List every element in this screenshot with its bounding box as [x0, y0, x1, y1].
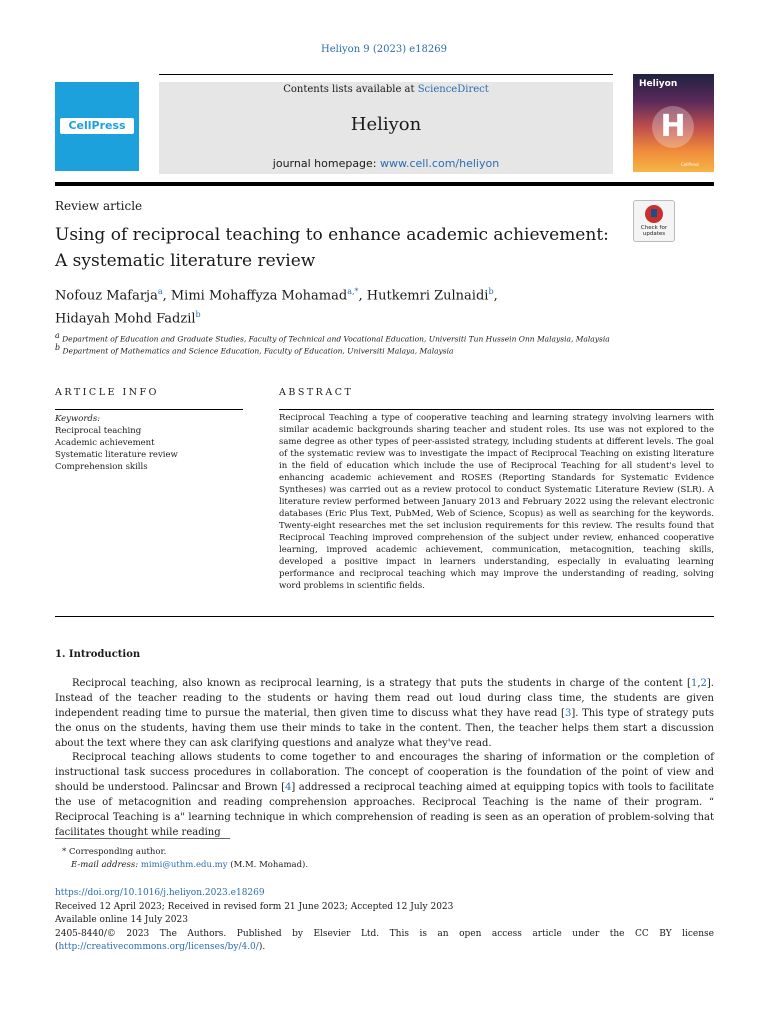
article-info-heading: ARTICLE INFO — [55, 387, 159, 398]
contents-line — [159, 84, 613, 95]
available-online: Available online 14 July 2023 — [55, 915, 188, 925]
affil-marker: a — [55, 331, 60, 340]
author-affil-link[interactable]: a,* — [347, 287, 359, 296]
author-name: Mimi Mohaffyza Mohamad — [170, 288, 348, 304]
journal-name: Heliyon — [350, 114, 422, 135]
homepage-link[interactable]: www.cell.com/heliyon — [380, 157, 500, 170]
cellpress-logo-text: CellPress — [60, 118, 134, 134]
keywords-block — [55, 413, 178, 473]
citation-link[interactable]: 2 — [700, 678, 707, 689]
cover-title: Heliyon — [639, 79, 678, 89]
author-affil-link[interactable]: b — [488, 287, 494, 296]
section-heading-introduction: 1. Introduction — [55, 649, 141, 660]
intro-paragraph-2 — [55, 750, 714, 840]
affiliation — [55, 331, 610, 344]
citation-link[interactable]: 3 — [564, 708, 572, 719]
license-line: 2405-8440/© 2023 The Authors. Published by Elsevier Ltd. This is an open access article under the CC BY license — [55, 929, 714, 939]
text-run: Reciprocal teaching, also known as reciprocal learning, is a strategy that puts the students in charge of the content [ — [72, 678, 691, 689]
check-for-updates-button[interactable] — [633, 200, 675, 242]
affil-marker: b — [55, 343, 61, 352]
email-suffix: (M.M. Mohamad). — [230, 860, 309, 870]
text-run: ] addressed a reciprocal teaching aimed at equipping topics with tools to facilitate the use of metacognition and reading comprehension approaches. Reciprocal Teaching is the name of their program. “ Reciprocal Teaching is a" learning technique in which comprehension of reading is seen as an operation of problem-solving that facilitates thought while reading — [55, 782, 715, 838]
author-name: Hutkemri Zulnaidi — [366, 288, 489, 304]
author-name: Hidayah Mohd Fadzil — [55, 311, 196, 327]
affil-text: Department of Education and Graduate Studies, Faculty of Technical and Vocational Education, Universiti Tun Hussein Onn Malaysia, Malaysia — [62, 334, 610, 344]
author-list: Nofouz Mafarja$^a$, Mimi Mohaffyza Mohamad$^{a,*}$, Hutkemri Zulnaidi$^b$, Hidayah Mohd Fadzil$^b$ — [55, 287, 498, 327]
keyword-item: Systematic literature review — [55, 450, 178, 460]
banner-top-rule — [159, 74, 613, 75]
received-dates: Received 12 April 2023; Received in revised form 21 June 2023; Accepted 12 July 2023 — [55, 902, 454, 912]
journal-banner — [159, 82, 613, 174]
sciencedirect-link[interactable]: ScienceDirect — [417, 84, 489, 95]
footnote-star: * — [62, 847, 67, 857]
paren-open: ( — [55, 942, 59, 952]
footnote-rule — [55, 838, 230, 839]
journal-cover-image[interactable] — [633, 74, 714, 172]
homepage-line — [159, 157, 613, 170]
citation-link[interactable]: 4 — [285, 782, 292, 793]
citation-link[interactable]: 1 — [690, 678, 698, 689]
affil-text: Department of Mathematics and Science Education, Faculty of Education, Universiti Malaya, Malaysia — [62, 346, 454, 356]
article-type: Review article — [55, 199, 143, 213]
corresponding-author-note — [62, 846, 166, 859]
paren-close: ). — [258, 942, 266, 952]
abstract-text: Reciprocal Teaching a type of cooperative teaching and learning strategy involving learners with similar academic backgrounds sharing teacher and student roles. Its use was not explored to the same degree as other types of peer-assisted strategy, including students at different levels. The goal of the systematic review was to investigate the impact of Reciprocal Teaching on existing literature in the field of education which include the use of Reciprocal Teaching for all student's level to enhancing academic achievement and ROSES (Reporting Standards for Systematic Evidence Syntheses) was carried out as a review protocol to conduct Systematic Literature Review (SLR). A literature review performed between January 2013 and February 2022 using the relevant electronic databases (Eric Plus Text, PubMed, Web of Science, Scopus) as well as searching for the keywords. Twenty-eight researches met the set inclusion requirements for this review. The results found that Reciprocal Teaching improved comprehension of the subject under review, enhanced cooperative learning, improved academic achievement, communication, metacognition, teaching skills, developed a positive impact in learners understanding, especially in evaluating learning performance and reciprocal teaching which may improve the understanding of reading, solving word problems in scientific fields. — [279, 413, 714, 591]
email-label: E-mail address: — [71, 860, 139, 870]
check-updates-label: Check for updates — [640, 225, 668, 237]
contents-prefix: Contents lists available at — [283, 84, 418, 95]
intro-paragraph-1 — [55, 676, 714, 751]
cover-h-emblem: H — [652, 106, 694, 148]
abstract-heading: ABSTRACT — [279, 387, 354, 398]
homepage-prefix: journal homepage: — [272, 157, 381, 170]
text-run: , — [697, 678, 701, 689]
license-url-line — [55, 941, 265, 954]
corresponding-label: Corresponding author. — [68, 847, 167, 857]
doi-link[interactable]: https://doi.org/10.1016/j.heliyon.2023.e18269 — [55, 888, 265, 898]
email-note — [71, 859, 308, 872]
bookmark-icon — [645, 205, 663, 223]
abstract-rule — [279, 409, 714, 410]
abstract-end-rule — [55, 616, 714, 617]
text-run: ]. Instead of the teacher reading to the students or having them read out loud during class time, the students are given independent reading time to pursue the material, then given time to discuss what they have read [ — [55, 678, 714, 719]
author-name: Nofouz Mafarja — [55, 288, 158, 304]
info-rule — [55, 409, 243, 410]
running-header[interactable]: Heliyon 9 (2023) e18269 — [320, 44, 448, 55]
author-affil-link[interactable]: a — [157, 287, 163, 296]
cellpress-logo[interactable] — [55, 82, 139, 171]
keyword-item: Comprehension skills — [55, 462, 148, 472]
keywords-label: Keywords: — [55, 414, 101, 424]
cover-publisher: CellPress — [681, 162, 700, 167]
email-link[interactable]: mimi@uthm.edu.my — [140, 860, 228, 870]
author-affil-link[interactable]: b — [195, 310, 201, 320]
license-url-link[interactable]: http://creativecommons.org/licenses/by/4.0/ — [58, 942, 259, 952]
article-title: Using of reciprocal teaching to enhance academic achievement: A systematic literature review — [55, 225, 609, 271]
header-divider — [55, 182, 714, 186]
affiliation — [55, 343, 454, 356]
keyword-item: Reciprocal teaching — [55, 426, 142, 436]
keyword-item: Academic achievement — [55, 438, 155, 448]
text-run: ]. This type of strategy puts the onus on the students, having them use their minds to take in the content. Then, the teacher helps them start a discussion about the text where they can ask clarifying questions and analyze what they've read. — [55, 708, 715, 749]
text-run: Reciprocal teaching allows students to come together to and encourages the sharing of information or the completion of instructional task success procedures in collaboration. The concept of cooperation is the foundation of the point of view and should be understood. Palincsar and Brown [ — [55, 752, 714, 793]
